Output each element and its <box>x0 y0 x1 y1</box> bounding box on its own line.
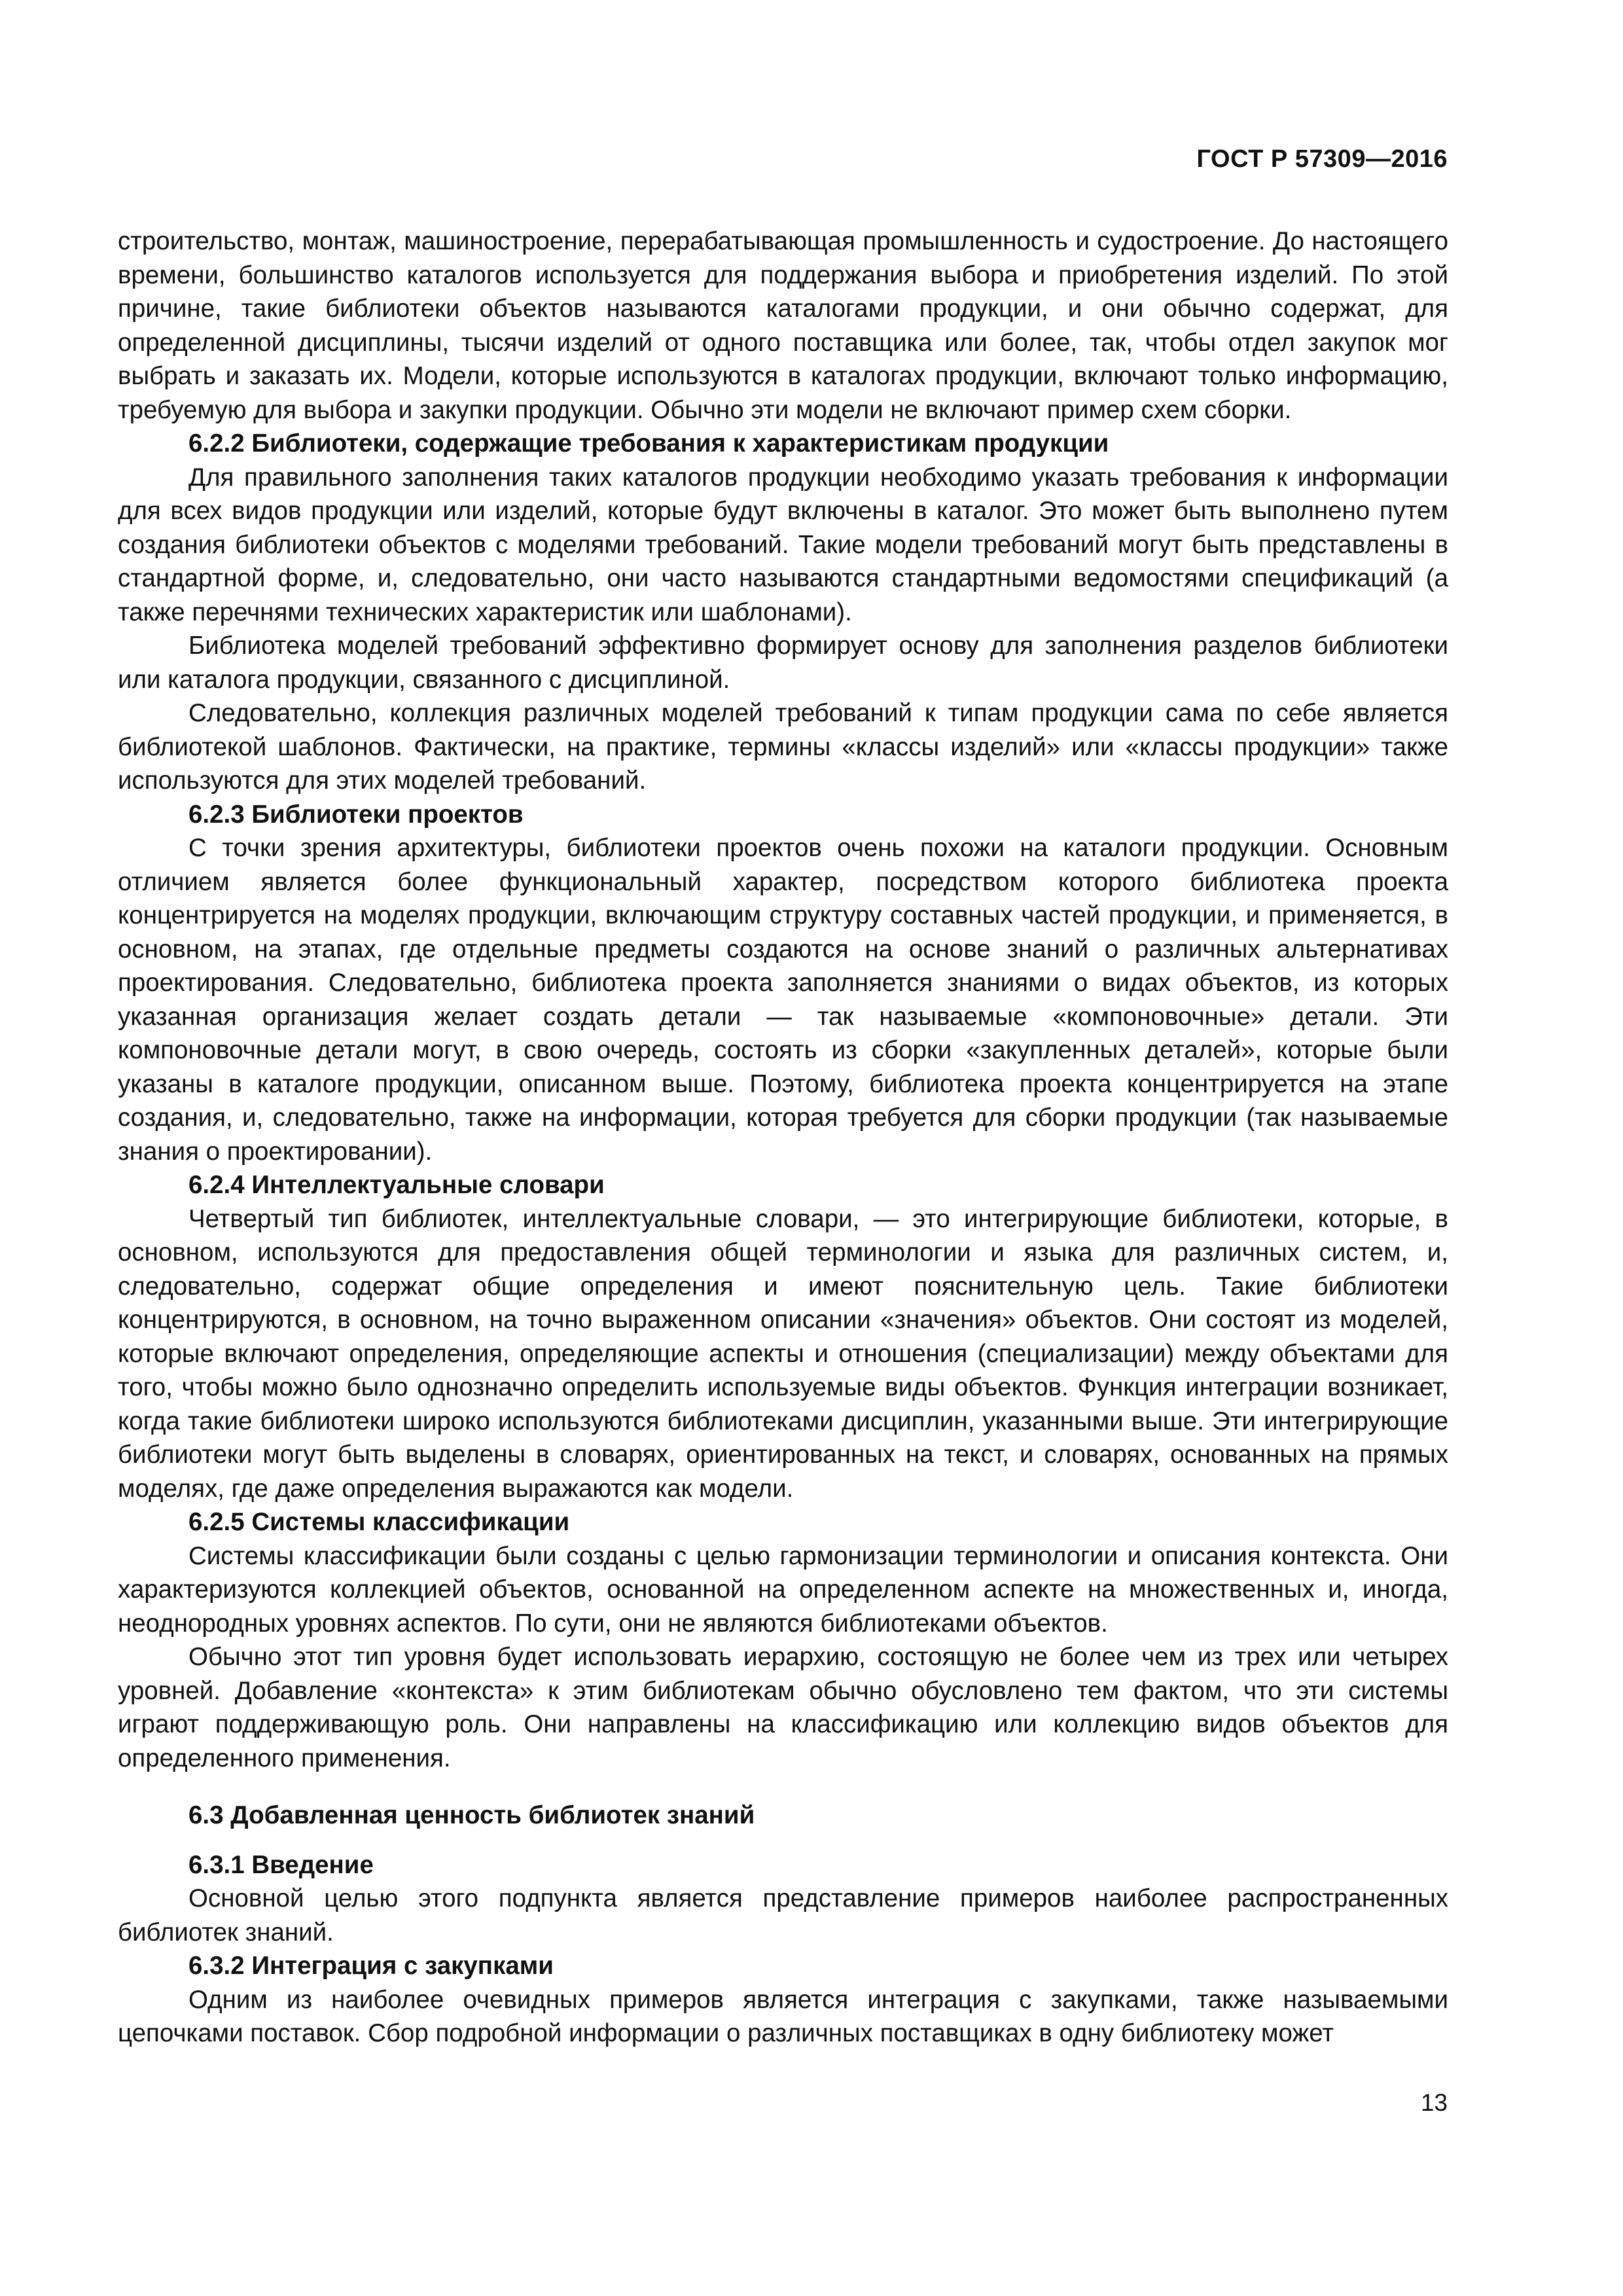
paragraph: Следовательно, коллекция различных моделей требований к типам продукции сама по себе является библиотекой шаблонов. Фактически, на практике, термины «классы изделий» или «классы продукции» также используются для этих моделей требований. <box>118 699 1448 795</box>
paragraph: Четвертый тип библиотек, интеллектуальные словари, — это интегрирующие библиотеки, которые, в основном, используются для предоставления общей терминологии и языка для различных систем, и, следовательно, содержат общие определения и имеют пояснительную цель. Такие библиотеки концентрируются, в основном, на точно выраженном описании «значения» объектов. Они состоят из моделей, которые включают определения, определяющие аспекты и отношения (специализации) между объектами для того, чтобы можно было однозначно определить используемые виды объектов. Функция интеграции возникает, когда такие библиотеки широко используются библиотеками дисциплин, указанными выше. Эти интегрирующие библиотеки могут быть выделены в словарях, ориентированных на текст, и словарях, основанных на прямых моделях, где даже определения выражаются как модели. <box>118 1204 1448 1503</box>
paragraph: строительство, монтаж, машиностроение, перерабатывающая промышленность и судостроение. До настоящего времени, большинство каталогов используется для поддержания выбора и приобретения изделий. По этой причине, такие библиотеки объектов называются каталогами продукции, и они обычно содержат, для определенной дисциплины, тысячи изделий от одного поставщика или более, так, чтобы отдел закупок мог выбрать и заказать их. Модели, которые используются в каталогах продукции, включают только информацию, требуемую для выбора и закупки продукции. Обычно эти модели не включают пример схем сборки. <box>118 227 1448 424</box>
paragraph: С точки зрения архитектуры, библиотеки проектов очень похожи на каталоги продукции. Основным отличием является более функциональный характер, посредством которого библиотека проекта концентрируется на моделях продукции, включающим структуру составных частей продукции, и применяется, в основном, на этапах, где отдельные предметы создаются на основе знаний о различных альтернативах проектирования. Следовательно, библиотека проекта заполняется знаниями о видах объектов, из которых указанная организация желает создать детали — так называемые «компоновочные» детали. Эти компоновочные детали могут, в свою очередь, состоять из сборки «закупленных деталей», которые были указаны в каталоге продукции, описанном выше. Поэтому, библиотека проекта концентрируется на этапе создания, и, следовательно, также на информации, которая требуется для сборки продукции (так называемые знания о проектировании). <box>118 834 1448 1166</box>
section-heading: 6.2.2 Библиотеки, содержащие требования к характеристикам продукции <box>188 429 1109 457</box>
section-heading: 6.3.2 Интеграция с закупками <box>188 1952 554 1980</box>
page-number: 13 <box>1420 2089 1448 2116</box>
section-heading: 6.3 Добавленная ценность библиотек знаний <box>188 1801 755 1829</box>
paragraph: Системы классификации были созданы с целью гармонизации терминологии и описания контекста. Они характеризуются коллекцией объектов, основанной на определенном аспекте на множественных и, иногда, неоднородных уровнях аспектов. По сути, они не являются библиотеками объектов. <box>118 1541 1448 1638</box>
section-heading: 6.3.1 Введение <box>188 1850 374 1879</box>
paragraph: Для правильного заполнения таких каталогов продукции необходимо указать требования к информации для всех видов продукции или изделий, которые будут включены в каталог. Это может быть выполнено путем создания библиотеки объектов с моделями требований. Такие модели требований могут быть представлены в стандартной форме, и, следовательно, они часто называются стандартными ведомостями спецификаций (а также перечнями технических характеристик или шаблонами). <box>118 463 1448 626</box>
paragraph: Основной целью этого подпункта является представление примеров наиболее распространенных библиотек знаний. <box>118 1884 1448 1946</box>
paragraph: Библиотека моделей требований эффективно формирует основу для заполнения разделов библиотеки или каталога продукции, связанного с дисциплиной. <box>118 632 1448 694</box>
section-heading: 6.2.4 Интеллектуальные словари <box>188 1171 605 1199</box>
section-heading: 6.2.5 Системы классификации <box>188 1508 570 1536</box>
paragraph: Обычно этот тип уровня будет использовать иерархию, состоящую не более чем из трех или четырех уровней. Добавление «контекста» к этим библиотекам обычно обусловлено тем фактом, что эти системы играют поддерживающую роль. Они направлены на классификацию или коллекцию видов объектов для определенного применения. <box>118 1643 1448 1772</box>
section-heading: 6.2.3 Библиотеки проектов <box>188 800 524 829</box>
paragraph: Одним из наиболее очевидных примеров является интеграция с закупками, также называемыми цепочками поставок. Сбор подробной информации о различных поставщиках в одну библиотеку может <box>118 1985 1448 2047</box>
document-body <box>118 224 1448 2051</box>
document-header: ГОСТ Р 57309—2016 <box>1196 145 1448 173</box>
